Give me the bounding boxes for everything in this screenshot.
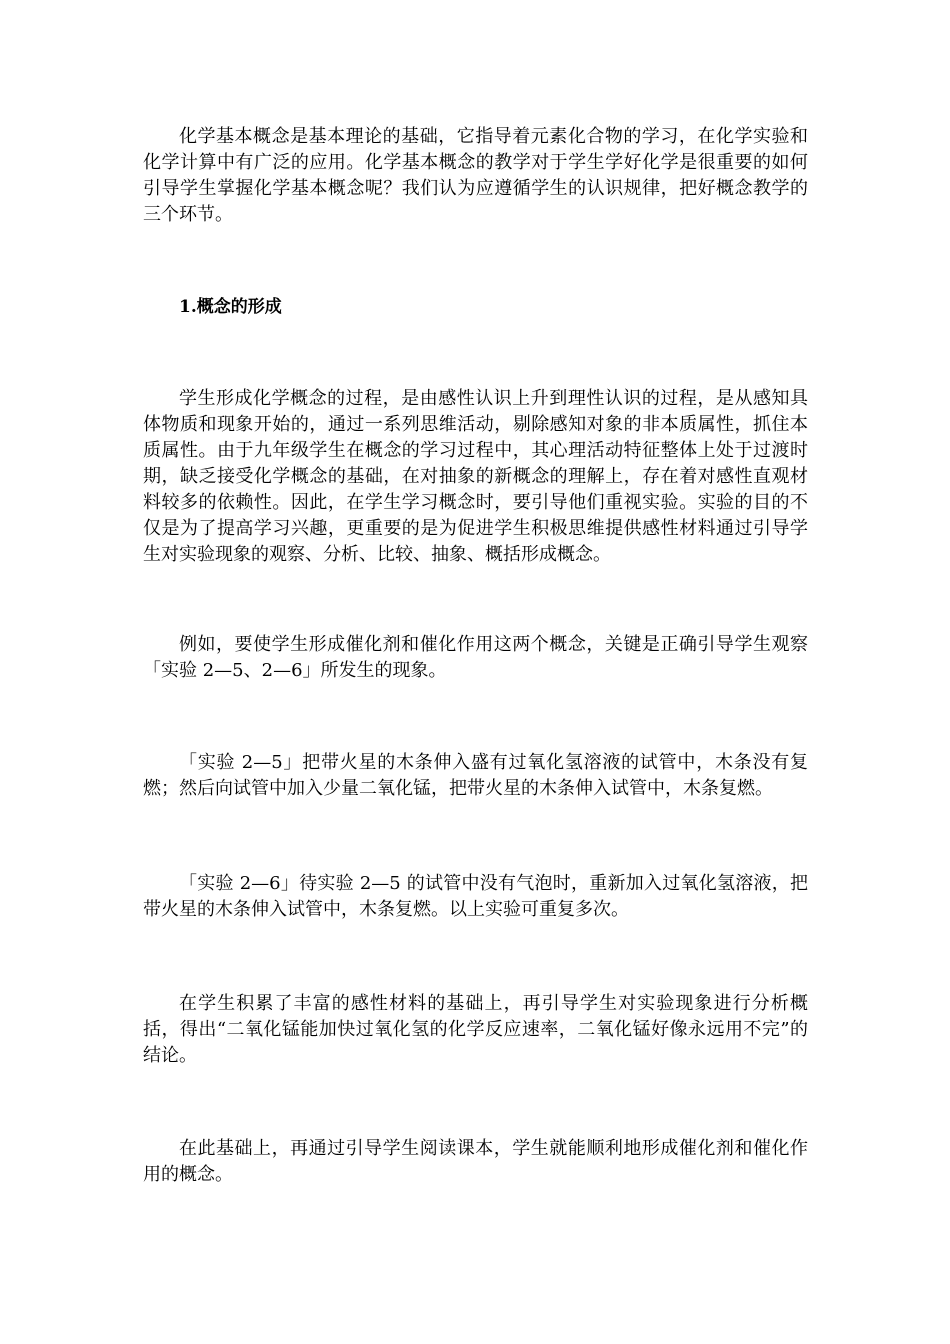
paragraph-experiment-2-5: 「实验 2—5」把带火星的木条伸入盛有过氧化氢溶液的试管中，木条没有复燃；然后向试管中加入少量二氧化锰，把带火星的木条伸入试管中，木条复燃。	[143, 752, 808, 799]
paragraph-experiment-2-6: 「实验 2—6」待实验 2—5 的试管中没有气泡时，重新加入过氧化氢溶液，把带火星的木条伸入试管中，木条复燃。以上实验可重复多次。	[143, 873, 808, 920]
intro-paragraph: 化学基本概念是基本理论的基础，它指导着元素化合物的学习，在化学实验和化学计算中有广泛的应用。化学基本概念的教学对于学生学好化学是很重要的如何引导学生掌握化学基本概念呢？我们认为应遵循学生的认识规律，把好概念教学的三个环节。	[143, 126, 808, 225]
paragraph-conclusion: 在学生积累了丰富的感性材料的基础上，再引导学生对实验现象进行分析概括，得出“二氧化锰能加快过氧化氢的化学反应速率，二氧化锰好像永远用不完”的结论。	[143, 993, 808, 1066]
paragraph-concept-formation: 学生形成化学概念的过程，是由感性认识上升到理性认识的过程，是从感知具体物质和现象开始的，通过一系列思维活动，剔除感知对象的非本质属性，抓住本质属性。由于九年级学生在概念的学习过程中，其心理活动特征整体上处于过渡时期，缺乏接受化学概念的基础，在对抽象的新概念的理解上，存在着对感性直观材料较多的依赖性。因此，在学生学习概念时，要引导他们重视实验。实验的目的不仅是为了提高学习兴趣，更重要的是为促进学生积极思维提供感性材料通过引导学生对实验现象的观察、分析、比较、抽象、概括形成概念。	[143, 388, 808, 565]
paragraph-example: 例如，要使学生形成催化剂和催化作用这两个概念，关键是正确引导学生观察「实验 2—5、2—6」所发生的现象。	[143, 634, 808, 681]
paragraph-final: 在此基础上，再通过引导学生阅读课本，学生就能顺利地形成催化剂和催化作用的概念。	[143, 1138, 808, 1185]
section-heading: 1.概念的形成	[179, 297, 282, 317]
